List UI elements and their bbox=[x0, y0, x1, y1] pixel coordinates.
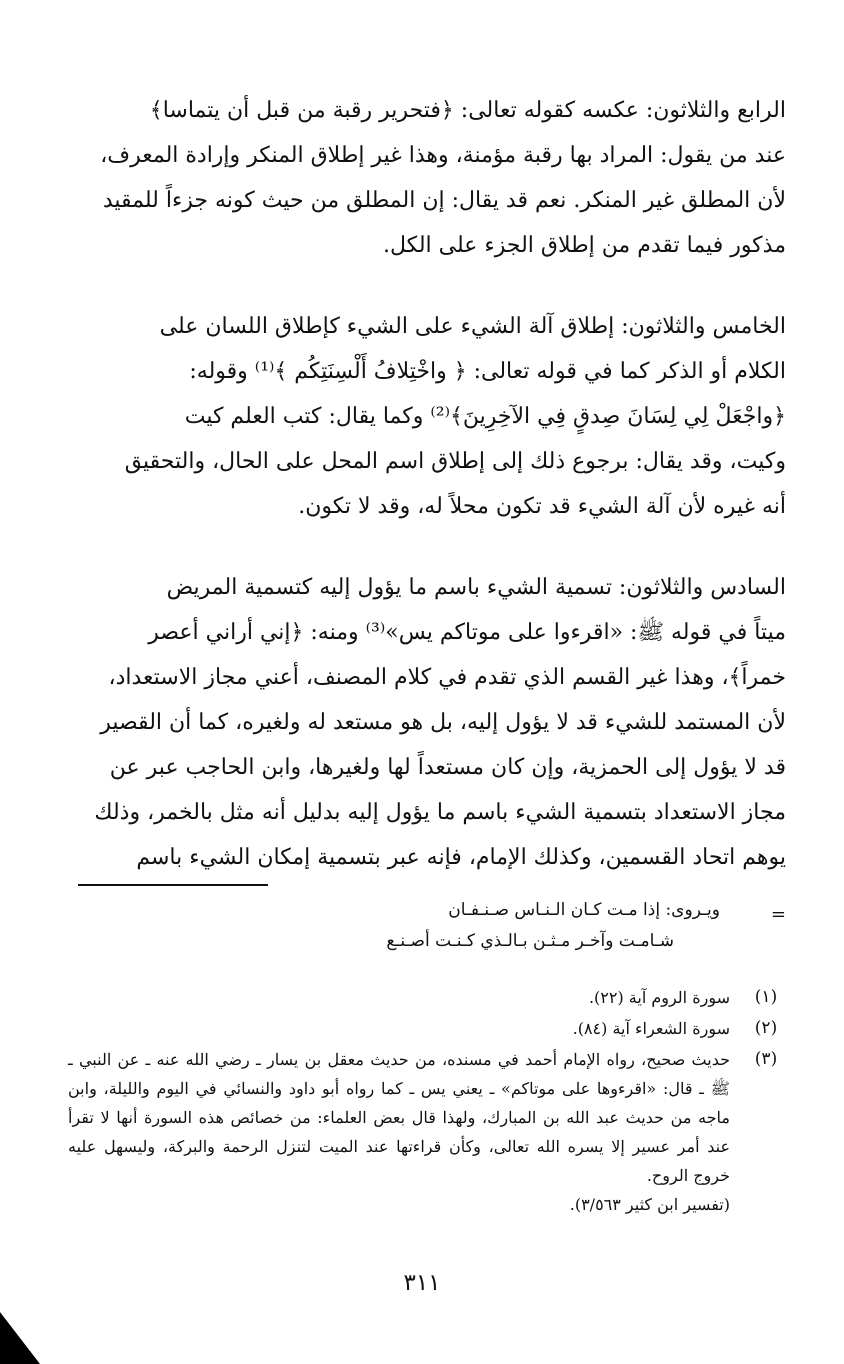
paragraph-35 bbox=[68, 304, 786, 529]
footnote-text: سورة الشعراء آية (٨٤). bbox=[572, 1019, 730, 1038]
text-line: لأن المطلق غير المنكر. نعم قد يقال: إن المطلق من حيث كونه جزءاً للمقيد bbox=[102, 188, 786, 213]
text-line: عند من يقول: المراد بها رقبة مؤمنة، وهذا غير إطلاق المنكر وإرادة المعرف، bbox=[100, 143, 786, 168]
footnote bbox=[68, 1045, 786, 1219]
text-line: مجاز الاستعداد بتسمية الشيء باسم ما يؤول إليه بدليل أنه مثل بالخمر، وذلك bbox=[94, 800, 786, 825]
footnotes bbox=[68, 983, 786, 1221]
footnote bbox=[68, 1014, 786, 1043]
text-line: الكلام أو الذكر كما في قوله تعالى: ﴿ واخْتِلافُ أَلْسِنَتِكُم ﴾⁽¹⁾ وقوله: bbox=[189, 359, 786, 384]
page-number: ٣١١ bbox=[403, 1270, 441, 1296]
footnote-text: سورة الروم آية (٢٢). bbox=[588, 988, 730, 1007]
main-text bbox=[68, 88, 786, 880]
text-line: مذكور فيما تقدم من إطلاق الجزء على الكل. bbox=[383, 233, 786, 258]
footnote-number: (٣) bbox=[754, 1049, 778, 1069]
footnote bbox=[68, 983, 786, 1012]
text-line: ميتاً في قوله ﷺ: «اقرءوا على موتاكم يس»⁽³⁾ ومنه: ﴿إني أراني أعصر bbox=[148, 620, 786, 645]
verse-line: شـامـت وآخـر مـثـن بـالـذي كـنـت أصـنـع bbox=[386, 931, 674, 951]
verse-line: ويـروى: إذا مـت كـان الـنـاس صـنـفـان bbox=[448, 900, 720, 920]
paragraph-36 bbox=[68, 565, 786, 880]
text-line: أنه غيره لأن آلة الشيء قد تكون محلاً له، وقد لا تكون. bbox=[298, 494, 786, 519]
text-line: السادس والثلاثون: تسمية الشيء باسم ما يؤول إليه كتسمية المريض bbox=[166, 575, 786, 600]
text-line: خمراً﴾، وهذا غير القسم الذي تقدم في كلام المصنف، أعني مجاز الاستعداد، bbox=[108, 665, 786, 690]
text-line: وكيت، وقد يقال: برجوع ذلك إلى إطلاق اسم المحل على الحال، والتحقيق bbox=[124, 449, 786, 474]
footnote-number: (٢) bbox=[754, 1018, 778, 1038]
footnote-source: (تفسير ابن كثير ٣/٥٦٣). bbox=[569, 1195, 730, 1214]
text-line: الرابع والثلاثون: عكسه كقوله تعالى: ﴿فتحرير رقبة من قبل أن يتماسا﴾ bbox=[149, 98, 786, 123]
footnote-separator bbox=[78, 884, 268, 886]
text-line: قد لا يؤول إلى الحمزية، وإن كان مستعداً لها ولغيرها، وابن الحاجب عبر عن bbox=[109, 755, 786, 780]
footnote-text: حديث صحيح، رواه الإمام أحمد في مسنده، من حديث معقل بن يسار ـ رضي الله عنه ـ عن النبي ـ ﷺ ـ قال: «اقرءوها على موتاكم» ـ يعني يس ـ كما رواه أبو داود والنسائي في اليوم والليلة، وابن ماجه من حديث عبد الله بن المبارك، ولهذا قال بعض العلماء: من خصائص هذه السورة أنها لا تقرأ عند أمر عسير إلا يسره الله تعالى، وكأن قراءتها عند الميت لتنزل الرحمة والبركة، وليسهل عليه خروج الروح. bbox=[68, 1050, 731, 1185]
text-line: لأن المستمد للشيء قد لا يؤول إليه، بل هو مستعد له ولغيره، كما أن القصير bbox=[100, 710, 786, 735]
scan-corner-shadow bbox=[0, 1312, 40, 1364]
text-line: يوهم اتحاد القسمين، وكذلك الإمام، فإنه عبر بتسمية إمكان الشيء باسم bbox=[136, 845, 786, 870]
paragraph-34 bbox=[68, 88, 786, 268]
text-line: الخامس والثلاثون: إطلاق آلة الشيء على الشيء كإطلاق اللسان على bbox=[159, 314, 786, 339]
continuation-mark: = bbox=[770, 904, 786, 925]
text-line: ﴿واجْعَلْ لِي لِسَانَ صِدقٍ فِي الآخِرِينَ﴾⁽²⁾ وكما يقال: كتب العلم كيت bbox=[184, 404, 786, 429]
footnote-number: (١) bbox=[754, 987, 778, 1007]
